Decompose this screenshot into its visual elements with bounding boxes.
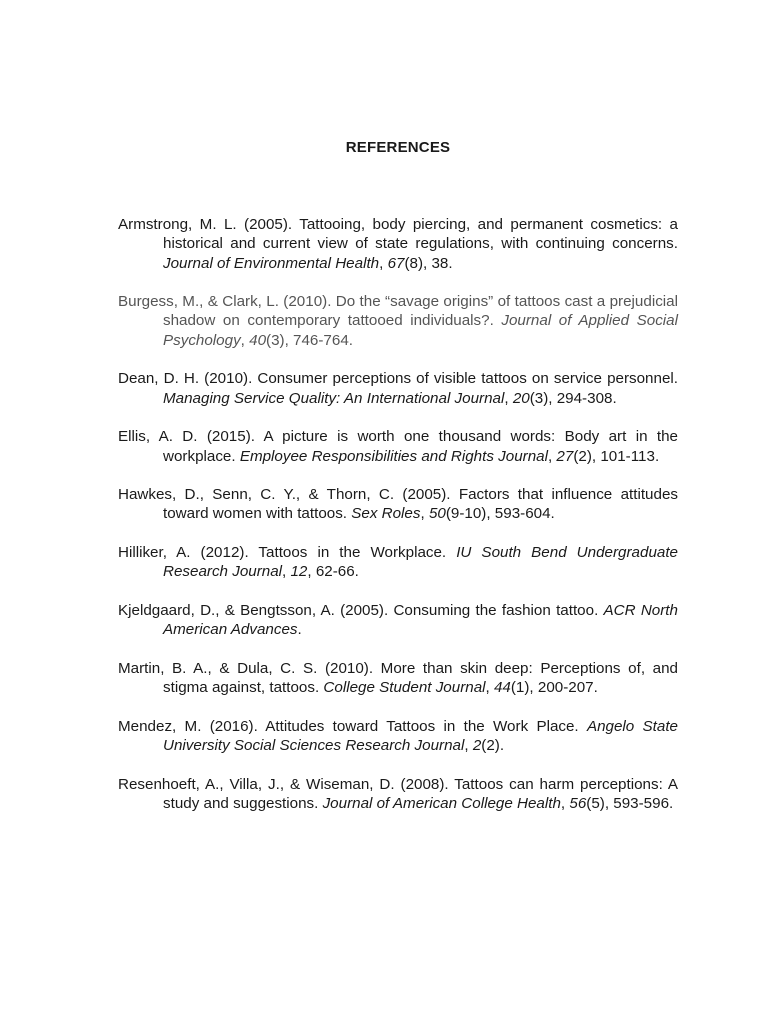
journal-title: Managing Service Quality: An International Journal [163, 389, 505, 407]
volume-number: 56 [569, 794, 587, 812]
journal-title: Sex Roles [351, 505, 421, 523]
page-title: REFERENCES [345, 139, 451, 156]
journal-title: College Student Journal [323, 679, 486, 697]
reference-text: Burgess, M., & Clark, L. (2010). Do the “savage origins” of tattoos cast a prejudicial shadow on contemporary tattooed individuals?. [118, 293, 678, 330]
journal-title: Journal of Applied Social Psychology [163, 312, 678, 349]
reference-item: Hawkes, D., Senn, C. Y., & Thorn, C. (2005). Factors that influence attitudes toward women with tattoos. Sex Roles, 50(9-10), 593-604. [118, 486, 678, 523]
journal-title: Angelo State University Social Sciences Research Journal [163, 717, 678, 755]
journal-title: Journal of American College Health [322, 794, 561, 812]
reference-list [118, 215, 678, 833]
volume-number: 2 [472, 737, 482, 755]
reference-item: Dean, D. H. (2010). Consumer perceptions of visible tattoos on service personnel. Managing Service Quality: An International Journal, 20(3), 294-308. [118, 370, 678, 407]
reference-item: Ellis, A. D. (2015). A picture is worth one thousand words: Body art in the workplace. Employee Responsibilities and Rights Journal, 27(2), 101-113. [118, 428, 678, 465]
reference-text: Mendez, M. (2016). Attitudes toward Tattoos in the Work Place. [118, 717, 587, 735]
volume-number: 44 [493, 679, 511, 697]
volume-number: 50 [428, 505, 446, 523]
volume-number: 20 [512, 389, 530, 407]
journal-title: ACR North American Advances [163, 601, 678, 639]
reference-item: Resenhoeft, A., Villa, J., & Wiseman, D. (2008). Tattoos can harm perceptions: A study and suggestions. Journal of American College Health, 56(5), 593-596. [118, 775, 678, 812]
volume-number: 67 [387, 254, 405, 272]
reference-text: Hilliker, A. (2012). Tattoos in the Workplace. [118, 544, 457, 562]
reference-text: Dean, D. H. (2010). Consumer perceptions of visible tattoos on service personnel. [118, 370, 678, 388]
reference-text: Ellis, A. D. (2015). A picture is worth one thousand words: Body art in the workplace. [118, 428, 678, 465]
volume-number: 27 [556, 447, 574, 465]
journal-title: Employee Responsibilities and Rights Journal [239, 447, 548, 465]
reference-item: Kjeldgaard, D., & Bengtsson, A. (2005). Consuming the fashion tattoo. ACR North American Advances. [118, 601, 678, 639]
reference-text: Resenhoeft, A., Villa, J., & Wiseman, D. (2008). Tattoos can harm perceptions: A study and suggestions. [118, 775, 678, 812]
reference-item: Burgess, M., & Clark, L. (2010). Do the “savage origins” of tattoos cast a prejudicial shadow on contemporary tattooed individuals?. Journal of Applied Social Psychology, 40(3), 746-764. [118, 293, 678, 349]
reference-item: Armstrong, M. L. (2005). Tattooing, body piercing, and permanent cosmetics: a historical and current view of state regulations, with continuing concerns. Journal of Environmental Health, 67(8), 38. [118, 216, 678, 272]
journal-title: Journal of Environmental Health [163, 254, 380, 272]
reference-text: Hawkes, D., Senn, C. Y., & Thorn, C. (2005). Factors that influence attitudes toward women with tattoos. [118, 486, 678, 523]
journal-title: IU South Bend Undergraduate Research Journal [163, 544, 679, 581]
reference-item: Martin, B. A., & Dula, C. S. (2010). More than skin deep: Perceptions of, and stigma against, tattoos. College Student Journal, 44(1), 200-207. [118, 659, 678, 697]
reference-text: Kjeldgaard, D., & Bengtsson, A. (2005). Consuming the fashion tattoo. [118, 601, 604, 619]
volume-number: 40 [249, 331, 267, 349]
reference-text: Armstrong, M. L. (2005). Tattooing, body piercing, and permanent cosmetics: a historical and current view of state regulations, with continuing concerns. [118, 216, 678, 253]
reference-item: Hilliker, A. (2012). Tattoos in the Workplace. IU South Bend Undergraduate Research Journal, 12, 62-66. [118, 544, 679, 581]
volume-number: 12 [290, 563, 308, 581]
reference-item: Mendez, M. (2016). Attitudes toward Tattoos in the Work Place. Angelo State University Social Sciences Research Journal, 2(2). [118, 717, 678, 755]
reference-text: Martin, B. A., & Dula, C. S. (2010). More than skin deep: Perceptions of, and stigma against, tattoos. [118, 659, 678, 697]
